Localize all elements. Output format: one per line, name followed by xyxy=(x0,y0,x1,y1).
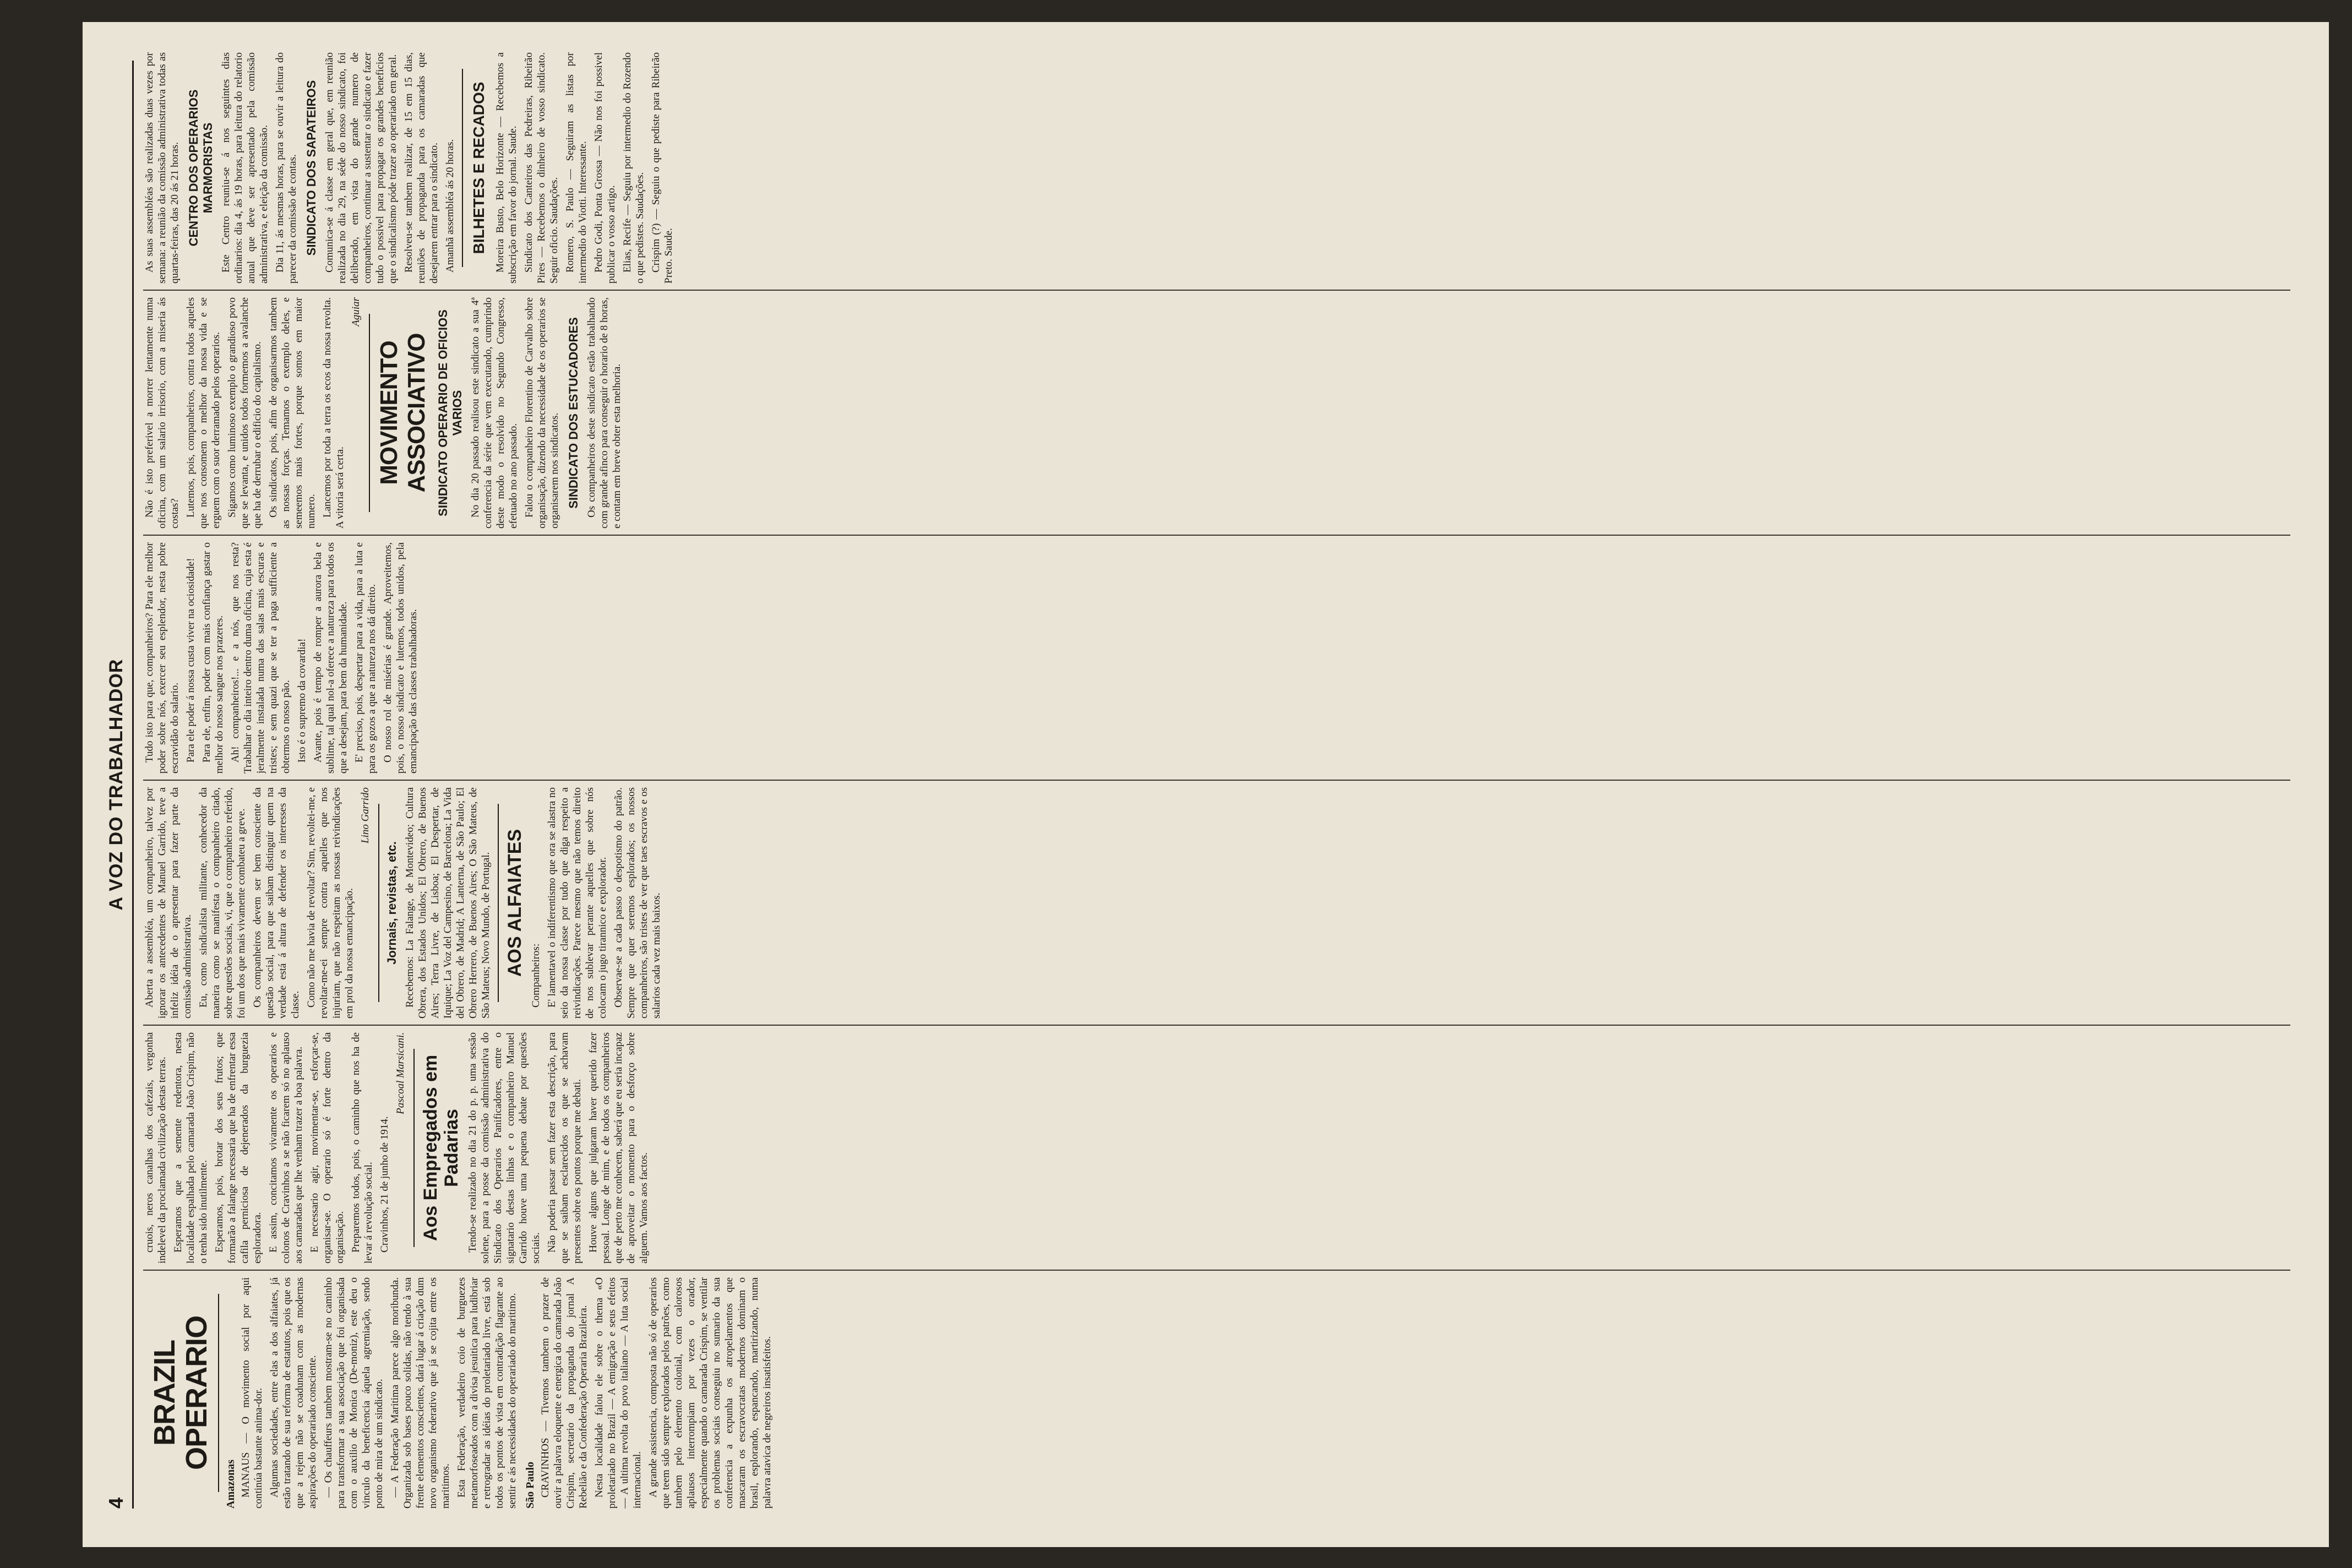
paragraph: Para ele, enfim, poder com mais confiança gastar o melhor do nosso sangue nos prazeres. xyxy=(201,542,225,774)
section-heading: Amazonas xyxy=(225,1460,237,1509)
paragraph: E assim, concitamos vivamente os operarios e colonos de Cravinhos a se não ficarem só no aplauso aos camaradas que lhe venham trazer a boa palavra. xyxy=(268,1032,304,1264)
article-headline: SINDICATO DOS SAPATEIROS xyxy=(304,80,318,256)
column-6 xyxy=(143,52,2290,284)
newspaper-sheet xyxy=(83,22,2329,1547)
paragraph: Aberta a assembléa, um companheiro, talvez por ignorar os antecedentes de Manuel Garrido, teve a infeliz idéia de o apresentar para fazer parte da comissão administrativa. xyxy=(144,787,193,1019)
paragraph: Crispim (?) — Seguiu o que pediste para Ribeirão Preto. Saude. xyxy=(650,52,674,284)
column-5 xyxy=(143,297,2290,529)
paragraph: Não é isto preferivel a morrer lentamente numa oficina, com um salario irrisorio, com a miseria ás costas? xyxy=(144,297,181,529)
section-heading: São Paulo xyxy=(524,1461,536,1509)
paragraph: E necessario agir, movimentar-se, esforçar-se, organisar-se. O operario só é forte dentro da organisação. xyxy=(309,1032,346,1264)
paragraph: Tendo-se realizado no dia 21 do p. p. uma sessão solene, para a posse da comissão administrativa do Sindicato dos Operarios Panificadores, entre o signatario destas linhas e o companheiro Manuel Garrido houve uma pequena debate por questões sociais. xyxy=(467,1032,542,1264)
paragraph: Esta Federação, verdadeiro coio de burguezes metamorfoseados com a divisa jesuitica para ludibriar e retrogradar as idéias do proletariado livre, está sob todos os pontos de vista em contradição flagrante ao sentir e ás necessidades do operariado do maritimo. xyxy=(456,1277,518,1509)
divider xyxy=(462,69,463,267)
paragraph: Os sindicatos, pois, afim de organisarmos tambem as nossas forças. Temamos o exemplo deles, e semeemos mais fortes, porque somos em maior numero. xyxy=(268,297,317,529)
column-3 xyxy=(143,787,2290,1019)
paragraph: E' preciso, pois, despertar para a vida, para a luta e para os gozos a que a natureza nos dá direito. xyxy=(353,542,378,774)
paragraph: Houve alguns que julgaram haver querido fazer pessoal. Longe de mim, e de todos os companheiros que de perto me conhecem, saberá que eu seria incapaz de aproveitar o momento para o desforço sobre alguem. Vamos aos factos. xyxy=(587,1032,650,1264)
paragraph: Moreira Busto, Belo Horizonte — Recebemos a subscrição em favor do jornal. Saude. xyxy=(494,52,519,284)
running-title: A VOZ DO TRABALHADOR xyxy=(106,658,127,911)
paragraph: Lutemos, pois, companheiros, contra todos aqueles que nos consomem o melhor da nossa vida e se erguem com o suor derramado pelos operarios. xyxy=(185,297,222,529)
paragraph: Os companheiros deste sindicato estão trabalhando com grande afinco para conseguir o horario de 8 horas, e contam em breve obter esta melhoria. xyxy=(586,297,623,529)
paragraph: Elias, Recife — Seguiu por intermedio do Rozendo o que pedistes. Saudações. xyxy=(622,52,646,284)
divider xyxy=(413,1049,415,1247)
paragraph: Ah! companheiros!... e a nós, que nos resta? Trabalhar o dia inteiro dentro duma oficina, cuja esta é jeralmente instalada numa das salas mais escuras e tristes; e sem quazi que se ter a paga sufficiente a obtermos o nosso pão. xyxy=(230,542,292,774)
paragraph: Isto é o supremo da covardia! xyxy=(296,638,308,763)
paragraph: Este Centro reuniu-se á nos seguintes dias ordinarios: dia 4, ás 19 horas, para leitura do relatorio anual que deve ser apresentado pela comissão administrativa, e eleição da comissão. xyxy=(220,52,270,284)
dateline: Cravinhos, 21 de junho de 1914. xyxy=(379,1116,390,1253)
paragraph: Amanhã assembléa ás 20 horas. xyxy=(444,139,456,273)
divider xyxy=(498,804,499,1002)
column-1 xyxy=(143,1277,2290,1509)
paragraph: No dia 20 passado realisou este sindicato a sua 4ª conferencia da série que vem executando, cumprindo deste modo o resolvido no Segundo Congresso, efetuado no ano passado. xyxy=(470,297,519,529)
paragraph: Pedro Godi, Ponta Grossa — Não nos foi possivel publicar o vosso artigo. xyxy=(593,52,617,284)
paragraph: Tudo isto para que, companheiros? Para ele melhor poder sobre nós, exercer seu esplendor, nesta pobre escravidão do salario. xyxy=(144,542,181,774)
paragraph: Lancemos por toda a terra os ecos da nossa revolta. A vitoria será certa. xyxy=(322,297,346,529)
paragraph: Como não me havia de revoltar? Sim, revoltei-me, e revoltar-me-ei sempre contra aquelles que nos injuriam, que não respeitam as nossas reivindicações em prol da nossa emancipação. xyxy=(306,787,355,1019)
article-headline: CENTRO DOS OPERARIOS MARMORISTAS xyxy=(187,89,215,247)
paragraph: As suas assembléas são realizadas duas vezes por semana: a reunião da comissão administrativa todas as quartas-feiras, das 20 ás 21 horas. xyxy=(144,52,181,284)
paragraph: Nesta localidade falou ele sobre o thema «O proletariado no Brazil — A emigração e seus efeitos — A ultima revolta do povo italiano — A luta social internacional. xyxy=(594,1277,643,1509)
paragraph: Dia 11, ás mesmas horas, para se ouvir a leitura do parecer da comissão de contas. xyxy=(274,52,298,284)
article-headline: Jornais, revistas, etc. xyxy=(385,841,399,965)
paragraph: Esperamos que a semente redentora, nesta localidade espalhada pelo camarada João Crispim, não o tenha sido inutilmente. xyxy=(172,1032,209,1264)
paragraph: Os companheiros devem ser bem consciente da questão social, para que saibam distinguir quem na verdade está á altura de defender os interesses da classe. xyxy=(252,787,301,1019)
paragraph: Esperamos, pois, brotar dos seus frutos; que formarão a falange necessaria que ha de enfrentar essa cafila perniciosa de dejenerados da burguezia esploradora. xyxy=(214,1032,263,1264)
paragraph: CRAVINHOS — Tivemos tambem o prazer de ouvir a palavra eloquente e energica do camarada João Crispim, secretario da propaganda do jornal A Rebelião e da Confederação Operaria Brazileira. xyxy=(540,1277,589,1509)
divider xyxy=(369,314,370,512)
article-headline: BILHETES E RECADOS xyxy=(470,81,487,254)
paragraph: Eu, como sindicalista militante, conhecedor da maneira como se manifesta o companheiro citado, sobre questões sociais, vi, que o companheiro referido, foi um dos que mais vivamente combateu a greve. xyxy=(198,787,247,1019)
column-rule xyxy=(143,780,2290,781)
author-signature: Aguiar xyxy=(350,297,362,326)
column-2 xyxy=(143,1032,2290,1264)
newspaper-page xyxy=(83,22,2329,1547)
paragraph: Observae-se a cada passo o despotismo do patrão. Sempre que quer seremos esplorados; os nossos companheiros, são tristes de ver que taes escravos e os salarios cada vez mais baixos. xyxy=(613,787,662,1019)
article-headline: SINDICATO OPERARIO DE OFICIOS VARIOS xyxy=(436,309,464,516)
article-headline: AOS ALFAIATES xyxy=(504,829,525,977)
paragraph: E' lamentavel o indiferentismo que ora se alastra no seio da nossa classe por tudo que diga respeito a reivindicações. Parece mesmo que não temos direito de nos sublevar perante aquelles que sobre nós colocam o jugo tirannico e explorador. xyxy=(546,787,608,1019)
article-headline: SINDICATO DOS ESTUCADORES xyxy=(567,317,580,509)
column-rule xyxy=(143,1270,2290,1271)
author-signature: Pascoal Marsicani. xyxy=(395,1032,406,1114)
paragraph: Companheiros: xyxy=(530,943,542,1008)
paragraph: — Os chauffeurs tambem mostram-se no caminho para transformar a sua associação que foi organisada com o auxilio de Monica (De-moniz), este deu o vinculo da beneficencia áquela agremiação, sendo ponto de mira de um sindicato. xyxy=(323,1277,385,1509)
paragraph: Para ele poder á nossa custa viver na ociosidade! xyxy=(185,558,197,763)
paragraph: — A Federação Maritima parece algo moribunda. Organizada sob bases pouco solidas, não tendo à sua frente elementos conscientes, dará lugar á criação dum novo organismo federativo que já se cojita entre os maritimos. xyxy=(389,1277,451,1509)
column-rule xyxy=(143,535,2290,536)
paragraph: A grande assistencia, composta não só de operarios que teem sido sempre explorados pelos patrões, como tambem pelo elemento colonial, com calorosos aplausos interrompiam por vezes o orador, especialmente quando o camarada Crispim, se ventilar os problemas sociais conseguiu no sumario da sua conferencia a expunha os atropelamentos que mascaram os escravocratas modernos dominam o brasil, esplorando, espancando, martirizando, numa palavra atavica de negreiros insatisfeitos. xyxy=(647,1277,773,1509)
paragraph: Não poderia passar sem fazer esta descrição, para que se saibam esclarecidos os que se achavam presentes sobre os pontos porque me debati. xyxy=(546,1032,583,1264)
paragraph: Algumas sociedades, entre elas a dos alfaiates, já estão tratando de sua reforma de estatutos, pois que os que a rejem não se coadunam com as modernas aspirações do operariado consciente. xyxy=(269,1277,318,1509)
column-rule xyxy=(143,290,2290,291)
paragraph: Preparemos todos, pois, o caminho que nos ha de levar á revolução social. xyxy=(350,1032,374,1264)
paragraph: Resolveu-se tambem realizar, de 15 em 15 dias, reuniões de propaganda para os camaradas que desejarem entrar para o sindicato. xyxy=(403,52,440,284)
divider xyxy=(218,1294,219,1492)
paragraph: Romero, S. Paulo — Seguiram as listas por intermedio do Viotti. Interessante. xyxy=(564,52,589,284)
author-signature: Lino Garrido xyxy=(360,787,371,843)
paragraph: Falou o companheiro Florentino de Carvalho sobre organisação, dizendo da necessidade de os operarios se organisarem nos sindicatos. xyxy=(524,297,560,529)
divider xyxy=(378,804,379,1002)
paragraph: cruois, neros canalhas dos cafezais, vergonha indelevel da proclamada civilização destas terras. xyxy=(144,1032,168,1264)
section-headline-movimento-associativo: MOVIMENTO ASSOCIATIVO xyxy=(375,333,430,493)
paragraph: MANAUS — O movimento social por aqui continúa bastante anima-dor. xyxy=(240,1277,264,1509)
paragraph: Recebemos: La Falange, de Montevideo; Cultura Obrera, dos Estados Unidos; El Obrero, de Buenos Aires; Terra Livre, de Lisboa; El Despertar, de Iquique; La Voz del Campesino, de Barcelona; La Vida del Obrero, de Madrid; A Lanterna, de São Paulo; El Obrero Herrero, de Buenos Aires; O São Mateus, de São Mateus; Novo Mundo, de Portugal. xyxy=(404,787,492,1019)
page-number: 4 xyxy=(105,1497,127,1509)
paragraph: Sigamos como luminoso exemplo o grandioso povo que se levanta, e unidos todos formemos a avalanche que ha de derrubar o edificio do capitalismo. xyxy=(226,297,263,529)
paragraph: O nosso rol de misérias é grande. Aproveitemos, pois, o nosso sindicato e lutemos, todos unidos, pela emancipação das classes trabalhadoras. xyxy=(382,542,419,774)
paragraph: Comunica-se á classe em geral que, em reunião realizada no dia 29, na séde do nosso sindicato, foi deliberado, em vista do grande numero de companheiros, continuar a sustentar o sindicato e fazer tudo o possivel para propagar os grandes beneficios que o sindicalismo póde trazer ao operariado em geral. xyxy=(324,52,399,284)
paragraph: Sindicato dos Canteiros das Pedreiras, Ribeirão Pires — Recebemos o dinheiro de vosso sindicato. Seguir oficio. Saudações. xyxy=(523,52,560,284)
column-rule xyxy=(143,1025,2290,1026)
headline-brazil-operario: BRAZIL OPERARIO xyxy=(148,1315,213,1471)
column-4 xyxy=(143,542,2290,774)
running-header xyxy=(105,61,134,1509)
article-headline: Aos Empregados em Padarias xyxy=(420,1054,462,1242)
paragraph: Avante, pois é tempo de romper a aurora bela e sublime, tal qual nol-a oferece a natureza para todos os que a desejam, para bem da humanidade. xyxy=(312,542,349,774)
